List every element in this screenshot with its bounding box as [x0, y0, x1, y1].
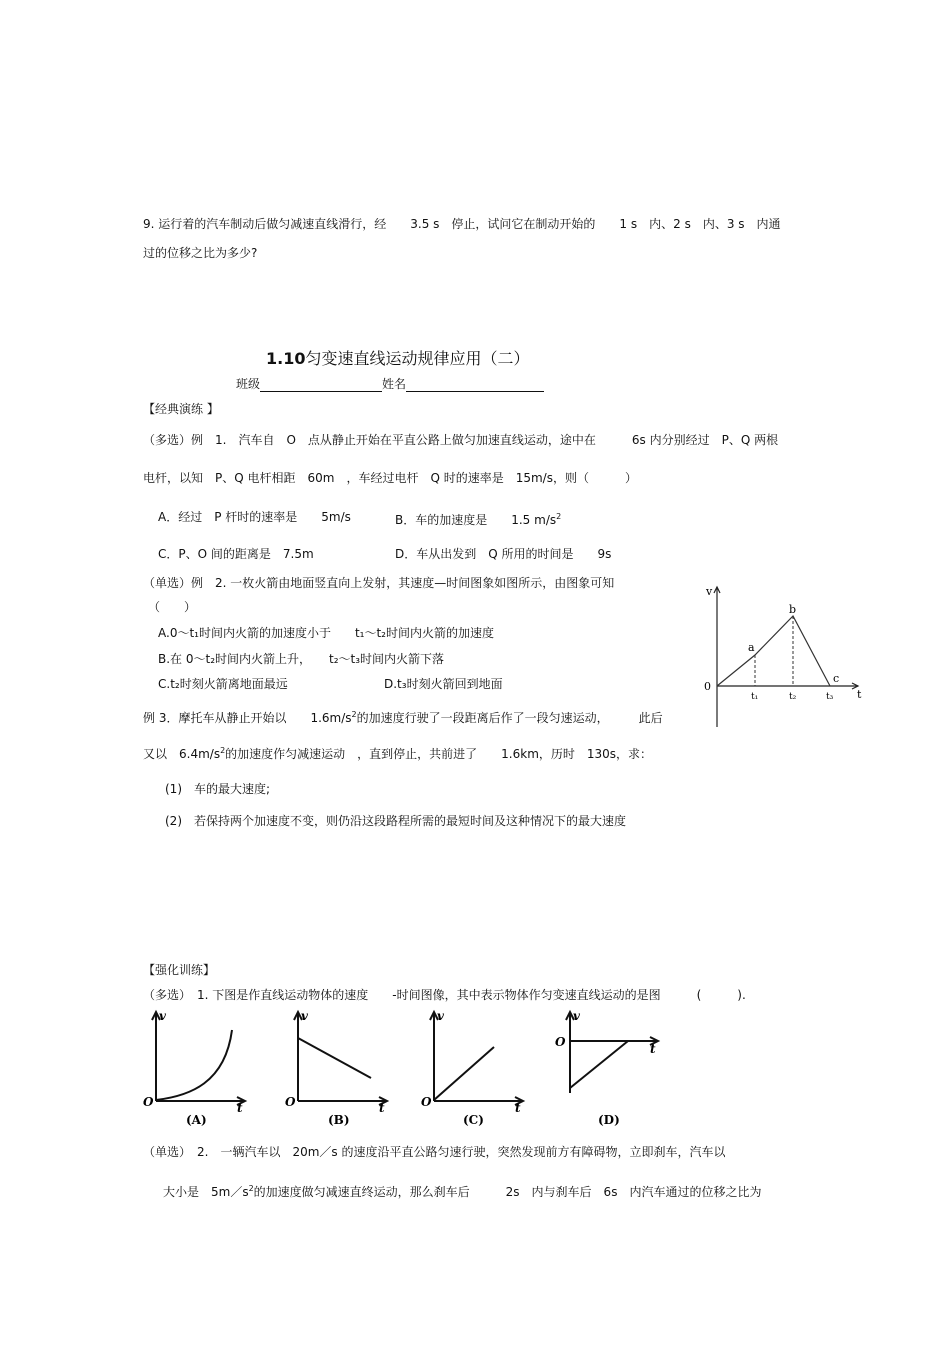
graph-v-label: v: [706, 585, 713, 598]
ex3-question-1: (1) 车的最大速度;: [165, 782, 271, 796]
ex3-line-1b: 的加速度行驶了一段距离后作了一段匀速运动， 此后: [356, 711, 663, 725]
name-blank[interactable]: [406, 377, 544, 392]
p1-line: （多选） 1. 下图是作直线运动物体的速度 -时间图像，其中表示物体作匀变速直线运动的是图 ( ).: [143, 988, 746, 1002]
p2-line-1: （单选） 2. 一辆汽车以 20m／s 的速度沿平直公路匀速行驶，突然发现前方有障碍物，立即刹车，汽车以: [143, 1145, 726, 1159]
ex2-option-c: C.t₂时刻火箭离地面最远: [158, 677, 288, 691]
title-text: 匀变速直线运动规律应用（二）: [305, 349, 530, 368]
graph-c-o-label: O: [421, 1095, 432, 1109]
ex2-option-a: A.0～t₁时间内火箭的加速度小于 t₁～t₂时间内火箭的加速度: [158, 626, 494, 640]
ex1-option-b-text: B．车的加速度是 1.5 m/s: [395, 513, 557, 527]
graph-a-label: a: [748, 641, 755, 654]
graph-c-line: [434, 1047, 494, 1100]
ex3-sup-1: 2: [351, 710, 357, 719]
graph-b-line: [298, 1038, 371, 1078]
strengthen-heading: 【强化训练】: [143, 963, 216, 977]
graph-b-t-label: t: [379, 1101, 385, 1115]
name-label: 姓名: [382, 377, 407, 391]
p2-line-2-sup: 2: [248, 1184, 254, 1193]
graph-d-t-label: t: [650, 1042, 656, 1056]
graph-a: [140, 1008, 255, 1126]
graph-b-label: b: [789, 603, 797, 616]
ex2-paren: （ ）: [148, 600, 197, 614]
ex1-line-2: 电杆，以知 P、Q 电杆相距 60m ，车经过电杆 Q 时的速率是 15m/s，则（ ）: [143, 471, 637, 485]
class-name-line: [236, 376, 544, 392]
graph-d-line: [570, 1041, 628, 1088]
p2-line-2b: 的加速度做匀减速直终运动，那么刹车后 2s 内与刹车后 6s 内汽车通过的位移之比为: [253, 1185, 762, 1199]
ex1-option-b-sup: 2: [556, 512, 562, 521]
p2-line-2a: 大小是 5m／s: [163, 1185, 249, 1199]
ex1-line-1: （多选）例 1. 汽车自 O 点从静止开始在平直公路上做匀加速直线运动，途中在 6s 内分别经过 P、Q 两根: [143, 433, 779, 447]
graph-c-label: c: [833, 672, 840, 685]
graph-a-curve: [156, 1030, 232, 1100]
graph-c: [418, 1008, 533, 1126]
graph-origin-label: 0: [704, 680, 711, 693]
ex3-line-2a: 又以 6.4m/s: [143, 747, 221, 761]
classic-heading: 【经典演练 】: [143, 402, 219, 416]
ex2-option-d: D.t₃时刻火箭回到地面: [384, 677, 503, 691]
ex3-question-2: (2) 若保持两个加速度不变，则仍沿这段路程所需的最短时间及这种情况下的最大速度: [165, 814, 627, 828]
graph-a-v-label: v: [159, 1009, 166, 1023]
ex1-option-d: D．车从出发到 Q 所用的时间是 9s: [395, 547, 612, 561]
graph-b-v-label: v: [301, 1009, 308, 1023]
ex3-sup-2: 2: [220, 746, 226, 755]
graph-t-label: t: [857, 688, 862, 701]
graph-t2-label: t₂: [789, 692, 797, 702]
p2-line-2: [163, 1181, 761, 1200]
rocket-vt-graph: [700, 582, 860, 732]
graph-b: [283, 1008, 398, 1126]
ex2-option-b: B.在 0～t₂时间内火箭上升， t₂～t₃时间内火箭下落: [158, 652, 445, 666]
ex3-line-1a: 例 3．摩托车从静止开始以 1.6m/s: [143, 711, 352, 725]
graph-d: [553, 1008, 668, 1126]
q9-line-1: 9. 运行着的汽车制动后做匀减速直线滑行，经 3.5 s 停止，试问它在制动开始的 1 s 内、2 s 内、3 s 内通: [143, 217, 781, 231]
graph-c-v-label: v: [437, 1009, 444, 1023]
q9-line-2: 过的位移之比为多少?: [143, 246, 258, 260]
graph-d-caption: (D): [598, 1113, 620, 1127]
graph-c-t-label: t: [515, 1101, 521, 1115]
ex1-option-a: A．经过 P 杆时的速率是 5m/s: [158, 510, 351, 524]
graph-t3-label: t₃: [826, 692, 834, 702]
graph-b-caption: (B): [328, 1113, 350, 1127]
graph-t1-label: t₁: [751, 692, 759, 702]
graph-c-caption: (C): [463, 1113, 484, 1127]
ex3-line-2b: 的加速度作匀减速运动 ，直到停止，共前进了 1.6km，历时 130s，求：: [225, 747, 653, 761]
class-label: 班级: [236, 377, 261, 391]
ex3-line-1: [143, 707, 663, 726]
graph-a-o-label: O: [143, 1095, 154, 1109]
graph-d-v-label: v: [573, 1009, 580, 1023]
ex1-option-b: [395, 509, 561, 528]
title-number: 1.10: [266, 349, 306, 368]
graph-b-o-label: O: [285, 1095, 296, 1109]
ex2-line-1: （单选）例 2. 一枚火箭由地面竖直向上发射，其速度—时间图象如图所示，由图象可知: [143, 576, 615, 590]
graph-a-caption: (A): [186, 1113, 207, 1127]
graph-velocity-line: [717, 616, 830, 686]
page-title: [266, 351, 530, 367]
graph-a-t-label: t: [237, 1101, 243, 1115]
ex1-option-c: C．P、O 间的距离是 7.5m: [158, 547, 314, 561]
class-blank[interactable]: [260, 377, 382, 392]
graph-d-o-label: O: [555, 1035, 566, 1049]
ex3-line-2: [143, 743, 652, 762]
